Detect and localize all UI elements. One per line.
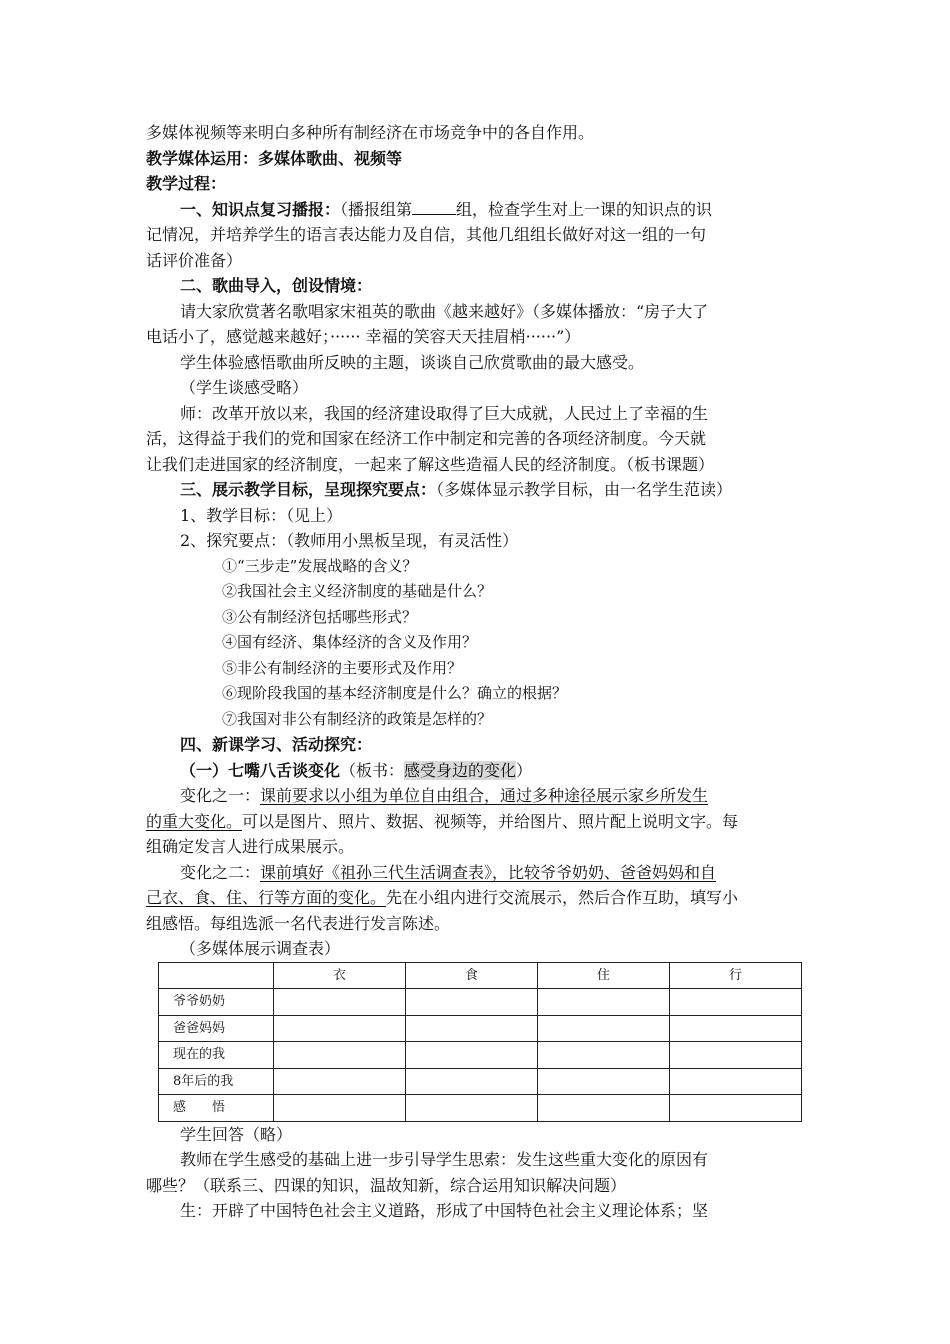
table-cell [274, 1095, 406, 1122]
points-line: 2、探究要点：（教师用小黑板呈现，有灵活性） [180, 531, 519, 550]
table-header-cell: 食 [406, 962, 538, 989]
table-header-row [159, 962, 802, 989]
row-label: 现在的我 [159, 1042, 274, 1069]
table-row [159, 1042, 802, 1069]
process-heading: 教学过程： [146, 174, 227, 193]
table-cell [670, 1095, 802, 1122]
question-2: ②我国社会主义经济制度的基础是什么？ [222, 582, 493, 600]
teacher-line3: 让我们走进国家的经济制度，一起来了解这些造福人民的经济制度。（板书课题） [146, 454, 715, 474]
section-1: 一、知识点复习播报：（播报组第 组，检查学生对上一课的知识点的识 [180, 199, 713, 219]
table-cell [538, 1042, 670, 1069]
table-cell [274, 989, 406, 1016]
section-1-line2: 记情况，并培养学生的语言表达能力及自信，其他几组组长做好对这一组的一句 [146, 225, 707, 244]
change-1-line2: 的重大变化。可以是图片、照片、数据、视频等，并给图片、照片配上说明文字。每 [146, 811, 739, 831]
goal-line: 1、教学目标：（见上） [180, 505, 343, 525]
table-cell [538, 1068, 670, 1095]
table-cell [670, 1015, 802, 1042]
answer-line: 学生回答（略） [180, 1124, 293, 1144]
subsection-1: （一）七嘴八舌谈变化（板书：感受身边的变化） [180, 760, 533, 780]
section-4-title: 四、新课学习、活动探究： [180, 735, 373, 754]
table-cell [538, 1015, 670, 1042]
subsection-1-title: （一）七嘴八舌谈变化 [180, 760, 341, 780]
section-3-title: 三、展示教学目标，呈现探究要点： [180, 480, 437, 499]
change-2-line2: 己衣、食、住、行等方面的变化。先在小组内进行交流展示，然后合作互助，填写小 [146, 888, 739, 907]
change-2-line1: 变化之二：课前填好《祖孙三代生活调查表》，比较爷爷奶奶、爸爸妈妈和自 [180, 862, 717, 882]
table-row [159, 1068, 802, 1095]
change-1-line3: 组确定发言人进行成果展示。 [146, 837, 355, 856]
question-1: ①“三步走”发展战略的含义？ [222, 556, 418, 575]
table-cell [406, 1042, 538, 1069]
table-cell [274, 1015, 406, 1042]
experience-line: 学生体验感悟歌曲所反映的主题，谈谈自己欣赏歌曲的最大感受。 [180, 352, 645, 372]
student-line: 生：开辟了中国特色社会主义道路，形成了中国特色社会主义理论体系；坚 [180, 1201, 709, 1220]
table-header-cell: 行 [670, 962, 802, 989]
change-2-line3: 组感悟。每组选派一名代表进行发言陈述。 [146, 913, 451, 933]
section-1-title: 一、知识点复习播报： [180, 199, 341, 219]
group-blank [412, 200, 456, 215]
section-3: 三、展示教学目标，呈现探究要点：（多媒体显示教学目标，由一名学生范读） [180, 480, 733, 499]
table-cell [406, 989, 538, 1016]
teacher-guide-line2: 哪些？（联系三、四课的知识，温故知新，综合运用知识解决问题） [146, 1175, 627, 1195]
feeling-line: （学生谈感受略） [180, 378, 309, 397]
question-4: ④国有经济、集体经济的含义及作用？ [222, 633, 478, 651]
table-cell [538, 1095, 670, 1122]
board-highlight: 感受身边的变化 [404, 760, 517, 780]
table-cell [274, 1068, 406, 1095]
teacher-guide-line1: 教师在学生感受的基础上进一步引导学生思索：发生这些重大变化的原因有 [180, 1150, 709, 1169]
change-1-line1: 变化之一：课前要求以小组为单位自由组合，通过多种途径展示家乡所发生 [180, 786, 709, 805]
table-cell [670, 1068, 802, 1095]
survey-table [158, 962, 802, 1122]
table-cell [670, 1042, 802, 1069]
row-label: 爷爷奶奶 [159, 989, 274, 1016]
document-page [146, 120, 810, 1224]
table-header-cell [159, 962, 274, 989]
table-header-cell: 衣 [274, 962, 406, 989]
table-header-cell: 住 [538, 962, 670, 989]
question-5: ⑤非公有制经济的主要形式及作用？ [222, 658, 463, 677]
row-label: 感 悟 [159, 1095, 274, 1122]
table-row [159, 1095, 802, 1122]
section-1-line3: 话评价准备） [146, 250, 243, 270]
table-cell [274, 1042, 406, 1069]
row-label: 8年后的我 [159, 1068, 274, 1095]
question-3: ③公有制经济包括哪些形式？ [222, 607, 418, 626]
song-line2: 电话小了，感觉越来越好；······ 幸福的笑容天天挂眉梢······”） [146, 327, 581, 346]
teacher-line1: 师：改革开放以来，我国的经济建设取得了巨大成就，人民过上了幸福的生 [180, 403, 709, 423]
table-cell [538, 989, 670, 1016]
table-row [159, 989, 802, 1016]
table-cell [670, 989, 802, 1016]
table-caption: （多媒体展示调查表） [180, 939, 341, 958]
table-cell [406, 1068, 538, 1095]
song-line1: 请大家欣赏著名歌唱家宋祖英的歌曲《越来越好》（多媒体播放：“房子大了 [180, 301, 709, 321]
question-6: ⑥现阶段我国的基本经济制度是什么？确立的根据？ [222, 684, 568, 702]
section-2-title: 二、歌曲导入，创设情境： [180, 276, 373, 295]
table-cell [406, 1095, 538, 1122]
table-row [159, 1015, 802, 1042]
table-cell [406, 1015, 538, 1042]
media-line: 教学媒体运用：多媒体歌曲、视频等 [146, 148, 403, 168]
intro-line: 多媒体视频等来明白多种所有制经济在市场竞争中的各自作用。 [146, 123, 595, 142]
teacher-line2: 活，这得益于我们的党和国家在经济工作中制定和完善的各项经济制度。今天就 [146, 429, 707, 448]
question-7: ⑦我国对非公有制经济的政策是怎样的？ [222, 709, 493, 728]
row-label: 爸爸妈妈 [159, 1015, 274, 1042]
